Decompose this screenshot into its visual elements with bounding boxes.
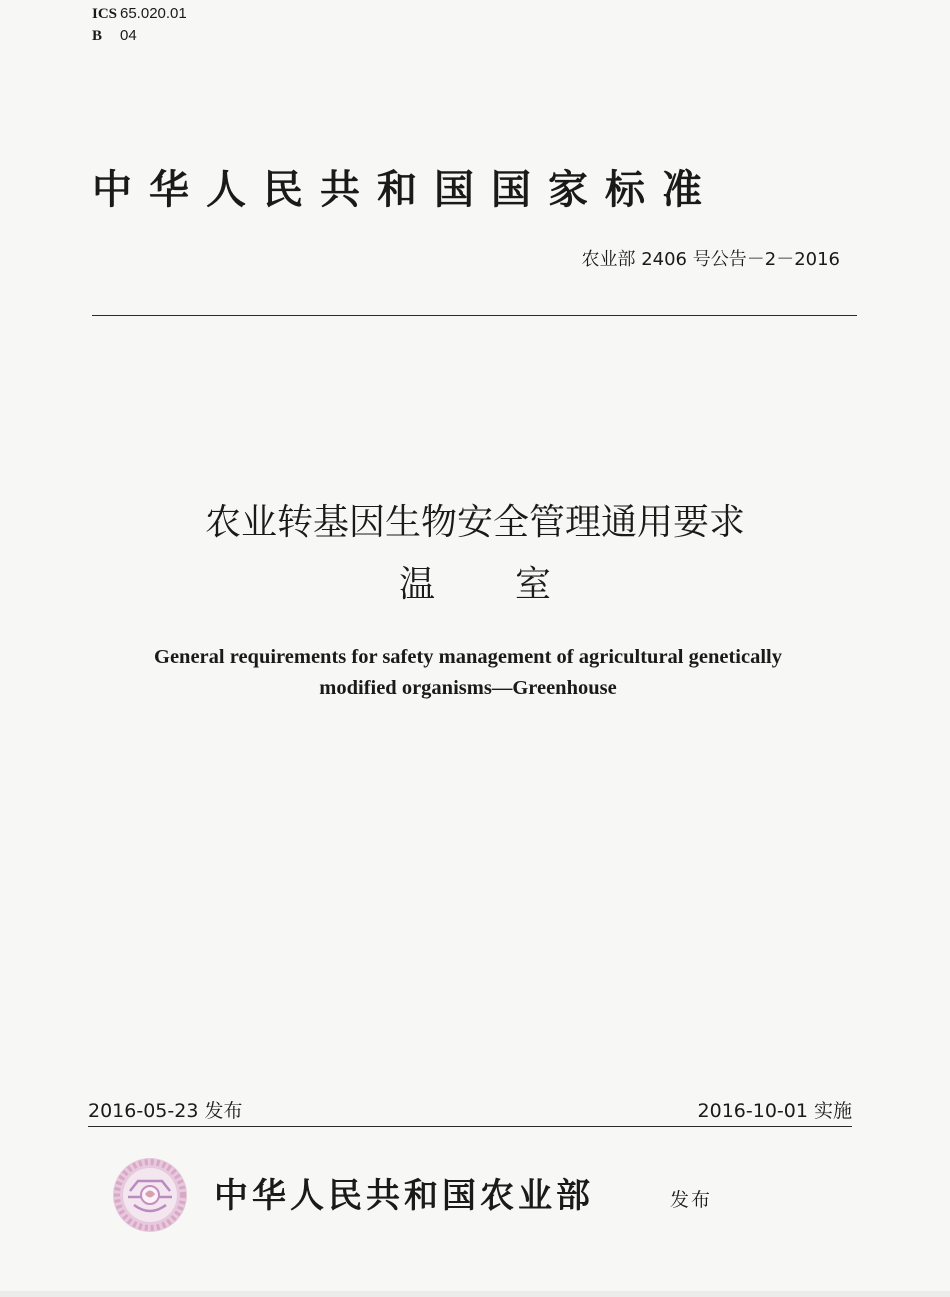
standard-number: 农业部 2406 号公告－2－2016 [581,249,840,270]
ministry-emblem-icon [112,1157,188,1233]
english-title-line-2: modified organisms—Greenhouse [319,677,617,699]
b-label: B [92,28,103,44]
implement-date: 2016-10-01 实施 [697,1100,852,1122]
issuing-ministry: 中华人民共和国农业部 [214,1176,594,1216]
page-bottom-edge [0,1291,950,1297]
english-title-line-1: General requirements for safety management of agricultural genetically [154,646,782,668]
issue-word: 发布 [670,1189,713,1211]
ics-label: ICS [92,6,118,22]
chinese-title-line-2: 温室 [398,564,631,605]
b-classification [92,24,137,47]
top-divider [92,315,857,316]
publish-date: 2016-05-23 发布 [88,1100,243,1122]
standard-type-heading: 中华人民共和国国家标准 [92,167,719,213]
bottom-divider [88,1126,852,1127]
ics-classification [92,2,187,25]
b-value: 04 [120,27,137,44]
chinese-title-line-1: 农业转基因生物安全管理通用要求 [204,502,745,543]
english-title [0,642,936,704]
ics-value: 65.020.01 [120,5,187,22]
